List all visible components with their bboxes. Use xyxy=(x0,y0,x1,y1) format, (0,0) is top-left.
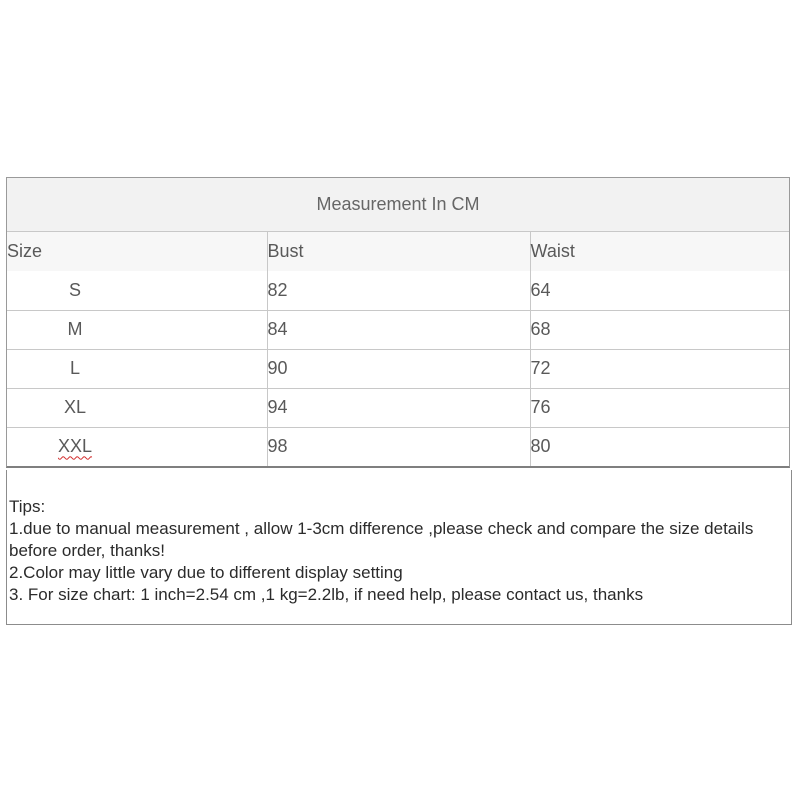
tips-heading: Tips: xyxy=(9,497,46,516)
measurement-table xyxy=(7,232,789,466)
header-row xyxy=(7,232,789,271)
size-cell: M xyxy=(7,310,267,349)
bust-cell: 84 xyxy=(267,310,530,349)
table-row xyxy=(7,388,789,427)
tips-line: 2.Color may little vary due to different display setting xyxy=(9,563,403,582)
bust-cell: 94 xyxy=(267,388,530,427)
column-header-size: Size xyxy=(7,232,267,271)
size-chart-table xyxy=(6,177,790,468)
column-header-waist: Waist xyxy=(530,232,789,271)
chart-title: Measurement In CM xyxy=(7,178,789,232)
size-cell: S xyxy=(7,271,267,310)
waist-cell: 72 xyxy=(530,349,789,388)
size-cell: L xyxy=(7,349,267,388)
table-row xyxy=(7,271,789,310)
waist-cell: 68 xyxy=(530,310,789,349)
size-cell: XXL xyxy=(7,427,267,466)
waist-cell: 80 xyxy=(530,436,551,457)
waist-cell: 64 xyxy=(530,271,789,310)
table-row xyxy=(7,427,789,466)
tips-line: 1.due to manual measurement , allow 1-3cm difference ,please check and compare the size details xyxy=(9,519,754,538)
column-header-bust: Bust xyxy=(267,232,530,271)
table-row xyxy=(7,310,789,349)
tips-line: before order, thanks! xyxy=(9,541,165,560)
tips-line: 3. For size chart: 1 inch=2.54 cm ,1 kg=2.2lb, if need help, please contact us, thanks xyxy=(9,585,644,604)
tips-section xyxy=(6,470,792,625)
table-row xyxy=(7,349,789,388)
waist-cell: 76 xyxy=(530,388,789,427)
bust-cell: 90 xyxy=(267,349,530,388)
size-cell: XL xyxy=(7,388,267,427)
bust-cell: 98 xyxy=(267,427,530,466)
bust-cell: 82 xyxy=(267,271,530,310)
